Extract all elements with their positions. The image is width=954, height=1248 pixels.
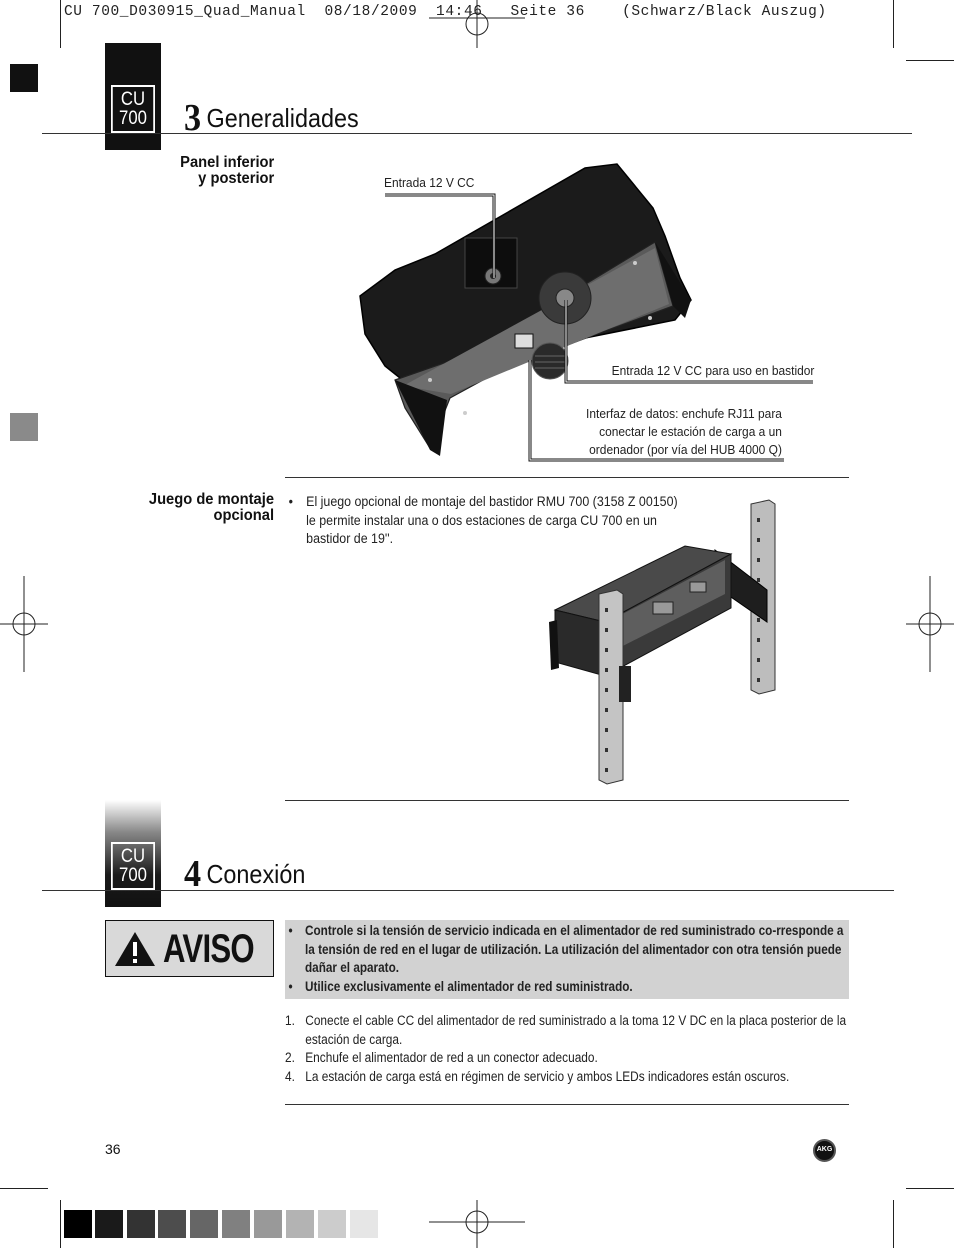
warning-triangle-icon [114, 931, 156, 967]
tab-line1: CU [120, 89, 146, 110]
mounting-bullet: • El juego opcional de montaje del bastidor RMU 700 (3158 Z 00150) le permite instalar una o dos estaciones de carga CU 700 en un bastidor de 19''. [285, 493, 690, 549]
step-item [285, 1049, 849, 1068]
registration-mark-right [906, 576, 954, 672]
section4-title: Conexión [206, 859, 306, 889]
section3-number: 3 [184, 97, 202, 139]
mounting-label-line1: Juego de montaje [148, 491, 274, 508]
mounting-label-line2: opcional [213, 507, 274, 524]
callout-data-line2: conectar le estación de carga a un [599, 424, 782, 439]
page-number: 36 [105, 1141, 121, 1157]
section3-title: Generalidades [206, 103, 359, 133]
step-item [285, 1068, 849, 1087]
warning-label-box [105, 920, 274, 977]
step-number: 2. [285, 1050, 295, 1065]
divider-mounting [285, 800, 849, 801]
register-square-black [10, 64, 38, 92]
warning-text-block [285, 920, 849, 999]
step-text: Conecte el cable CC del alimentador de red suministrado a la toma 12 V DC en la placa posterior de la estación de carga. [305, 1013, 847, 1047]
rack-mount-illustration [545, 498, 785, 786]
step-number: 4. [285, 1068, 295, 1084]
warning-label: AVISO [163, 927, 254, 971]
panel-label-line2: y posterior [197, 170, 274, 187]
step-text: Enchufe el alimentador de red a un conector adecuado. [305, 1050, 598, 1065]
step-item [285, 1012, 849, 1049]
registration-mark-bottom [429, 1200, 525, 1248]
register-square-grey [10, 413, 38, 441]
section4-heading [184, 852, 305, 896]
tab-line1: CU [120, 846, 146, 867]
divider-panel [285, 477, 849, 478]
registration-mark-left [0, 576, 48, 672]
callout-data-interface [586, 405, 782, 459]
tab-line2: 700 [119, 108, 147, 129]
callout-data-line1: Interfaz de datos: enchufe RJ11 para [586, 406, 782, 421]
print-header: CU 700_D030915_Quad_Manual 08/18/2009 14:46 Seite 36 (Schwarz/Black Auszug) [64, 4, 827, 20]
akg-logo-text: AKG [816, 1146, 833, 1153]
warning-bullet-1: • Controle si la tensión de servicio indicada en el alimentador de red suministrado co-rresponde a la tensión de red en el lugar de utilización. La utilización del alimentador con otra tensión puede dañar el aparato. [285, 922, 846, 978]
panel-label-line1: Panel inferior [179, 154, 274, 171]
registration-mark-top [429, 0, 525, 48]
akg-logo [813, 1139, 836, 1162]
tab-line2: 700 [119, 865, 147, 886]
callout-data-line3: ordenador (por vía del HUB 4000 Q) [589, 442, 782, 457]
callout-dc-input: Entrada 12 V CC [384, 175, 475, 190]
callout-dc-rack: Entrada 12 V CC para uso en bastidor [611, 363, 814, 378]
section3-heading [184, 96, 359, 140]
steps-block [285, 1012, 849, 1086]
section4-number: 4 [184, 853, 202, 895]
step-text: La estación de carga está en régimen de servicio y ambos LEDs indicadores están oscuros. [305, 1068, 790, 1084]
section4-rule [42, 890, 894, 891]
divider-steps [285, 1104, 849, 1105]
section3-rule [42, 133, 912, 134]
step-number: 1. [285, 1013, 295, 1028]
mounting-label [149, 492, 274, 524]
warning-bullet-2: • Utilice exclusivamente el alimentador de red suministrado. [285, 978, 846, 997]
panel-label [180, 155, 274, 187]
